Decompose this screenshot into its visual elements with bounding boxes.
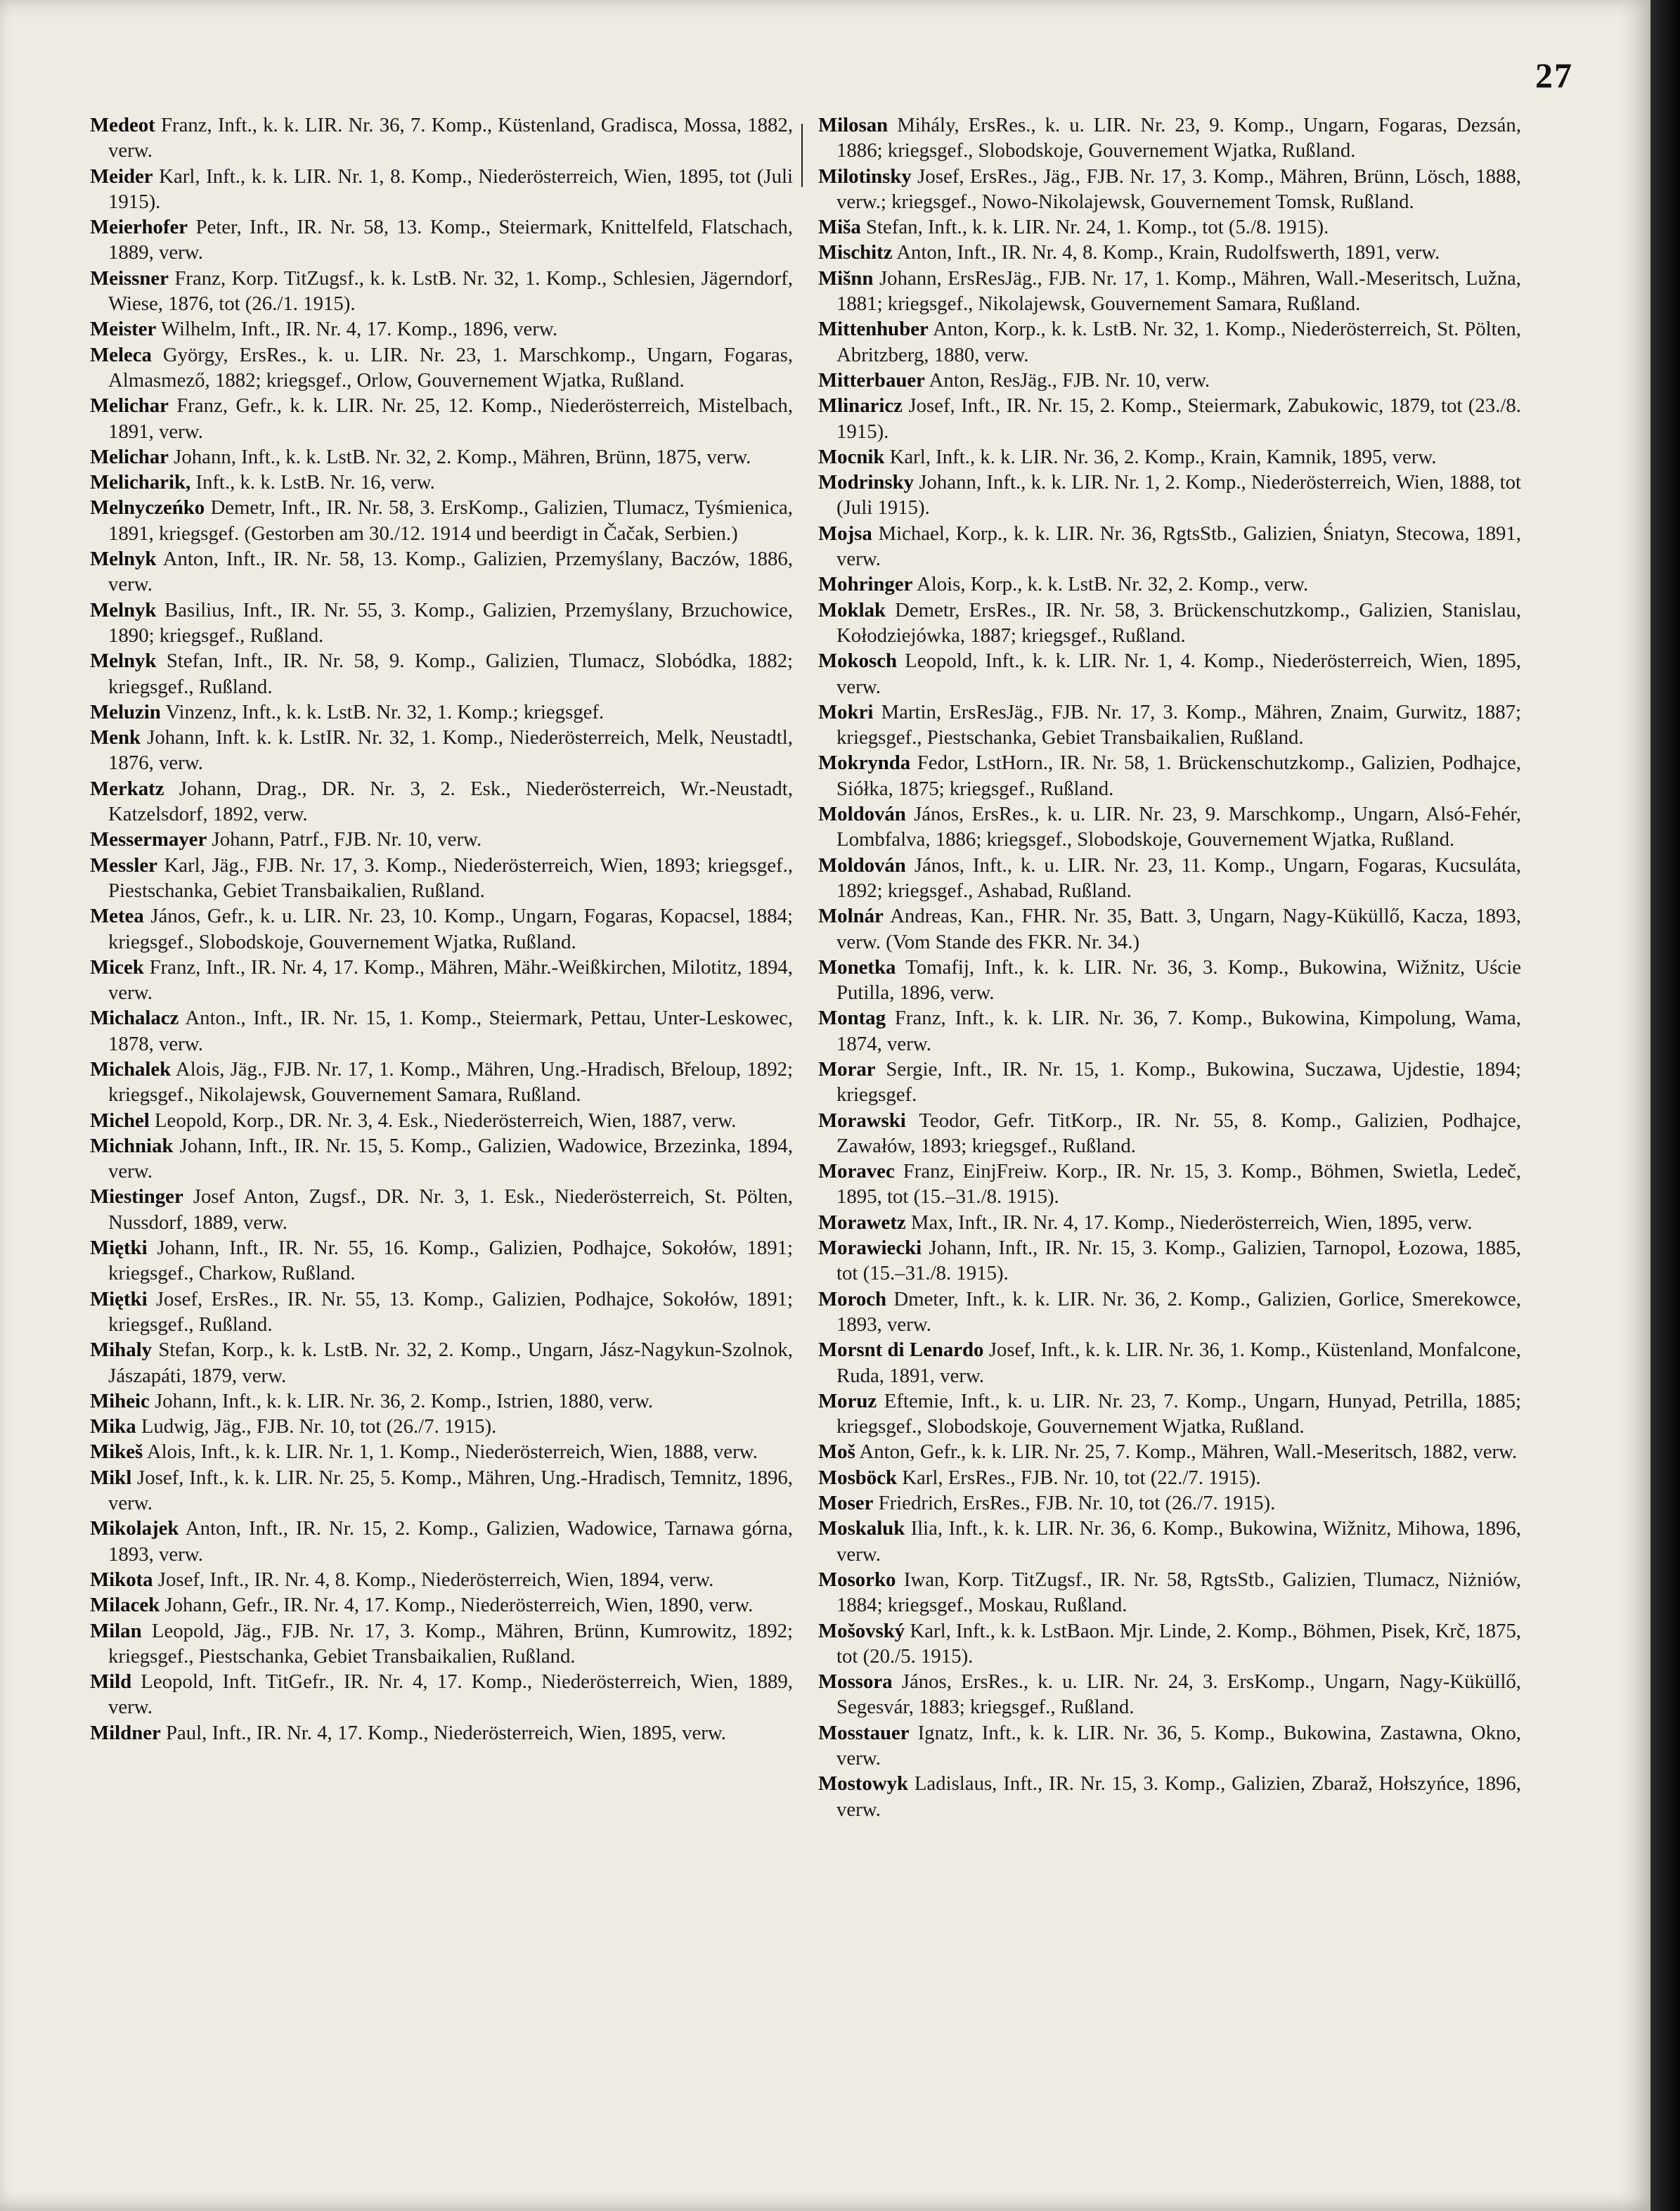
register-entry: [90, 266, 793, 317]
entry-details: Johann, Inft., IR. Nr. 55, 16. Komp., Galizien, Podhajce, Sokołów, 1891; kriegsgef., Charkow, Rußland.: [108, 1237, 793, 1285]
entry-surname: Mikolajek: [90, 1517, 179, 1540]
entry-details: Max, Inft., IR. Nr. 4, 17. Komp., Niederösterreich, Wien, 1895, verw.: [910, 1211, 1473, 1234]
entry-surname: Miheic: [90, 1389, 150, 1412]
entry-surname: Morawetz: [818, 1211, 906, 1234]
entry-details: Martin, ErsResJäg., FJB. Nr. 17, 3. Komp., Mähren, Znaim, Gurwitz, 1887; kriegsgef., Piestschanka, Gebiet Transbaikalien, Rußland.: [836, 700, 1521, 749]
register-entry: [818, 1516, 1521, 1567]
entry-surname: Morsnt di Lenardo: [818, 1339, 984, 1362]
register-entry: [90, 1108, 793, 1133]
entry-surname: Meierhofer: [90, 216, 188, 239]
entry-details: Paul, Inft., IR. Nr. 4, 17. Komp., Niederösterreich, Wien, 1895, verw.: [165, 1721, 726, 1744]
entry-surname: Melnyk: [90, 650, 157, 673]
register-entry: [818, 240, 1521, 265]
entry-details: Josef, ErsRes., IR. Nr. 55, 13. Komp., Galizien, Podhajce, Sokołów, 1891; kriegsgef., Rußland.: [108, 1287, 793, 1336]
entry-details: Johann, ErsResJäg., FJB. Nr. 17, 1. Komp., Mähren, Wall.-Meseritsch, Lužna, 1881; kriegsgef., Nikolajewsk, Gouvernement Samara, Rußland.: [836, 266, 1521, 316]
entry-surname: Melicharik,: [90, 471, 191, 494]
entry-surname: Mika: [90, 1415, 136, 1438]
entry-surname: Melichar: [90, 445, 169, 468]
entry-surname: Mitterbauer: [818, 368, 925, 392]
register-entry: [90, 827, 793, 852]
register-entry: [818, 1235, 1521, 1287]
register-entry: [90, 1184, 793, 1235]
entry-details: Tomafij, Inft., k. k. LIR. Nr. 36, 3. Komp., Bukowina, Wižnitz, Uście Putilla, 1896, verw.: [836, 955, 1521, 1005]
entry-details: Leopold, Jäg., FJB. Nr. 17, 3. Komp., Mähren, Brünn, Kumrowitz, 1892; kriegsgef., Piestschanka, Gebiet Transbaikalien, Rußland.: [108, 1619, 793, 1668]
entry-details: Friedrich, ErsRes., FJB. Nr. 10, tot (26./7. 1915).: [878, 1492, 1276, 1515]
entry-details: Johann, Inft., IR. Nr. 15, 5. Komp., Galizien, Wadowice, Brzezinka, 1894, verw.: [108, 1134, 793, 1183]
entry-details: Anton, Inft., IR. Nr. 15, 2. Komp., Galizien, Wadowice, Tarnawa górna, 1893, verw.: [108, 1517, 793, 1566]
entry-details: Josef, Inft., k. k. LIR. Nr. 36, 1. Komp., Küstenland, Monfalcone, Ruda, 1891, verw.: [836, 1339, 1521, 1387]
register-entry: [818, 214, 1521, 240]
register-entry: [90, 1005, 793, 1057]
entry-surname: Melichar: [90, 394, 169, 418]
entry-details: Demetr, ErsRes., IR. Nr. 58, 3. Brückenschutzkomp., Galizien, Stanislau, Kołodziejówka, 1887; kriegsgef., Rußland.: [836, 598, 1521, 647]
register-entry: [90, 444, 793, 470]
entry-details: Karl, Jäg., FJB. Nr. 17, 3. Komp., Niederösterreich, Wien, 1893; kriegsgef., Piestschanka, Gebiet Transbaikalien, Rußland.: [108, 853, 793, 902]
register-entry: [818, 801, 1521, 853]
entry-surname: Mohringer: [818, 573, 913, 596]
entry-surname: Meider: [90, 165, 153, 188]
entry-surname: Melnyczeńko: [90, 496, 205, 520]
entry-surname: Miestinger: [90, 1185, 183, 1208]
register-entry: [818, 1337, 1521, 1388]
register-entry: [90, 598, 793, 649]
entry-surname: Michniak: [90, 1134, 174, 1157]
register-entry: [818, 1005, 1521, 1057]
register-entry: [90, 112, 793, 164]
entry-details: Ilia, Inft., k. k. LIR. Nr. 36, 6. Komp., Bukowina, Wižnitz, Mihowa, 1896, verw.: [836, 1517, 1521, 1566]
register-entry: [818, 1490, 1521, 1516]
entry-details: Teodor, Gefr. TitKorp., IR. Nr. 55, 8. Komp., Galizien, Podhajce, Zawałów, 1893; kriegsgef., Rußland.: [836, 1109, 1521, 1157]
register-entry: [90, 1439, 793, 1464]
entry-details: Ludwig, Jäg., FJB. Nr. 10, tot (26./7. 1915).: [141, 1415, 497, 1438]
register-entry: [818, 112, 1521, 164]
register-entry: [818, 470, 1521, 521]
entry-surname: Monetka: [818, 955, 896, 979]
entry-surname: Medeot: [90, 114, 155, 136]
entry-surname: Mildner: [90, 1721, 161, 1744]
entry-surname: Molnár: [818, 905, 884, 928]
scan-edge-shadow: [1650, 0, 1680, 2211]
entry-details: Johann, Gefr., IR. Nr. 4, 17. Komp., Niederösterreich, Wien, 1890, verw.: [164, 1594, 754, 1617]
register-entry: [818, 1669, 1521, 1720]
entry-details: Stefan, Inft., k. k. LIR. Nr. 24, 1. Komp., tot (5./8. 1915).: [866, 216, 1329, 239]
entry-surname: Morar: [818, 1057, 876, 1081]
register-entry: [818, 1388, 1521, 1440]
register-entry: [90, 1388, 793, 1414]
register-entry: [90, 1592, 793, 1618]
entry-details: Basilius, Inft., IR. Nr. 55, 3. Komp., Galizien, Przemyślany, Brzuchowice, 1890; kriegsgef., Rußland.: [108, 598, 793, 647]
entry-surname: Milotinsky: [818, 165, 912, 188]
register-entry: [90, 342, 793, 394]
entry-details: János, ErsRes., k. u. LIR. Nr. 23, 9. Marschkomp., Ungarn, Alsó-Fehér, Lombfalva, 1886; kriegsgef., Slobodskoje, Gouvernement Wjatka, Rußland.: [836, 803, 1521, 851]
entry-surname: Moklak: [818, 598, 886, 621]
register-entry: [818, 444, 1521, 470]
register-entry: [90, 1133, 793, 1185]
entry-surname: Meissner: [90, 266, 169, 290]
register-entry: [90, 316, 793, 342]
register-entry: [818, 853, 1521, 904]
register-entry: [818, 955, 1521, 1006]
entry-surname: Mosorko: [818, 1568, 896, 1591]
entry-details: Karl, Inft., k. k. LIR. Nr. 1, 8. Komp., Niederösterreich, Wien, 1895, tot (Juli 1915).: [108, 165, 793, 213]
register-entry: [90, 955, 793, 1006]
entry-details: Johann, Inft. k. k. LstIR. Nr. 32, 1. Komp., Niederösterreich, Melk, Neustadtl, 1876, verw.: [108, 726, 793, 775]
entry-surname: Mikota: [90, 1568, 153, 1591]
register-entry: [818, 1567, 1521, 1618]
entry-details: Johann, Inft., IR. Nr. 15, 3. Komp., Galizien, Tarnopol, Łozowa, 1885, tot (15.–31./8. 1915).: [836, 1237, 1521, 1285]
entry-details: Johann, Inft., k. k. LstB. Nr. 32, 2. Komp., Mähren, Brünn, 1875, verw.: [174, 445, 751, 468]
entry-details: György, ErsRes., k. u. LIR. Nr. 23, 1. Marschkomp., Ungarn, Fogaras, Almasmező, 1882; kriegsgef., Orlow, Gouvernement Wjatka, Rußland.: [108, 343, 793, 392]
entry-details: Alois, Inft., k. k. LIR. Nr. 1, 1. Komp., Niederösterreich, Wien, 1888, verw.: [146, 1440, 758, 1464]
entry-surname: Merkatz: [90, 777, 164, 800]
entry-surname: Mlinaricz: [818, 394, 903, 418]
entry-details: Leopold, Inft., k. k. LIR. Nr. 1, 4. Komp., Niederösterreich, Wien, 1895, verw.: [836, 650, 1521, 698]
register-entry: [818, 598, 1521, 649]
entry-details: Johann, Inft., k. k. LIR. Nr. 36, 2. Komp., Istrien, 1880, verw.: [154, 1389, 654, 1412]
entry-surname: Moldován: [818, 803, 906, 826]
entry-surname: Moser: [818, 1492, 874, 1515]
entry-details: Stefan, Korp., k. k. LstB. Nr. 32, 2. Komp., Ungarn, Jász-Nagykun-Szolnok, Jászapáti, 1879, verw.: [108, 1339, 793, 1387]
register-entry: [818, 1618, 1521, 1670]
entry-surname: Moruz: [818, 1389, 877, 1412]
register-entry: [90, 1235, 793, 1287]
entry-surname: Michalek: [90, 1057, 172, 1081]
register-entry: [90, 164, 793, 215]
register-entry: [90, 1669, 793, 1720]
left-column: [90, 112, 793, 2186]
entry-surname: Miętki: [90, 1237, 148, 1260]
entry-surname: Messler: [90, 853, 157, 877]
entry-details: Dmeter, Inft., k. k. LIR. Nr. 36, 2. Komp., Galizien, Gorlice, Smerekowce, 1893, verw.: [836, 1287, 1521, 1336]
entry-details: Leopold, Inft. TitGefr., IR. Nr. 4, 17. Komp., Niederösterreich, Wien, 1889, verw.: [108, 1670, 793, 1719]
entry-details: János, ErsRes., k. u. LIR. Nr. 24, 3. ErsKomp., Ungarn, Nagy-Küküllő, Segesvár, 1883; kriegsgef., Rußland.: [836, 1670, 1521, 1719]
entry-surname: Moskaluk: [818, 1517, 905, 1540]
entry-details: Eftemie, Inft., k. u. LIR. Nr. 23, 7. Komp., Ungarn, Hunyad, Petrilla, 1885; kriegsgef., Slobodskoje, Gouvernement Wjatka, Rußland.: [836, 1389, 1521, 1438]
register-entry: [818, 521, 1521, 572]
register-entry: [818, 700, 1521, 751]
entry-surname: Milan: [90, 1619, 142, 1642]
entry-surname: Mošovský: [818, 1619, 905, 1642]
entry-details: Johann, Patrf., FJB. Nr. 10, verw.: [212, 828, 482, 851]
register-entry: [90, 1414, 793, 1439]
entry-details: Mihály, ErsRes., k. u. LIR. Nr. 23, 9. Komp., Ungarn, Fogaras, Dezsán, 1886; kriegsgef., Slobodskoje, Gouvernement Wjatka, Rußland.: [836, 114, 1521, 162]
entry-surname: Mokrynda: [818, 752, 911, 775]
entry-details: Anton., Inft., IR. Nr. 15, 1. Komp., Steiermark, Pettau, Unter-Leskowec, 1878, verw.: [108, 1007, 793, 1055]
register-entry: [90, 214, 793, 266]
register-entry: [818, 1720, 1521, 1772]
register-entry: [90, 700, 793, 725]
entry-surname: Miša: [818, 216, 861, 239]
entry-surname: Moldován: [818, 853, 906, 877]
register-entry: [90, 1567, 793, 1592]
entry-surname: Mischitz: [818, 241, 893, 264]
entry-details: Karl, ErsRes., FJB. Nr. 10, tot (22./7. 1915).: [902, 1466, 1261, 1489]
entry-surname: Melnyk: [90, 598, 157, 621]
entry-surname: Miętki: [90, 1287, 148, 1310]
register-entry: [818, 1108, 1521, 1159]
entry-details: Ladislaus, Inft., IR. Nr. 15, 3. Komp., Galizien, Zbaraž, Hołszyńce, 1896, verw.: [836, 1772, 1521, 1821]
entry-details: Vinzenz, Inft., k. k. LstB. Nr. 32, 1. Komp.; kriegsgef.: [165, 700, 605, 723]
entry-details: Josef Anton, Zugsf., DR. Nr. 3, 1. Esk., Niederösterreich, St. Pölten, Nussdorf, 1889, verw.: [108, 1185, 793, 1234]
entry-details: Franz, Inft., k. k. LIR. Nr. 36, 7. Komp., Bukowina, Kimpolung, Wama, 1874, verw.: [836, 1007, 1521, 1055]
register-entry: [90, 546, 793, 598]
entry-surname: Mittenhuber: [818, 318, 929, 341]
entry-details: Franz, Gefr., k. k. LIR. Nr. 25, 12. Komp., Niederösterreich, Mistelbach, 1891, verw.: [108, 394, 793, 443]
register-entry: [818, 368, 1521, 393]
entry-surname: Michel: [90, 1109, 150, 1132]
entry-surname: Messermayer: [90, 828, 207, 851]
entry-surname: Mikl: [90, 1466, 132, 1489]
register-entry: [818, 648, 1521, 700]
entry-details: Iwan, Korp. TitZugsf., IR. Nr. 58, RgtsStb., Galizien, Tlumacz, Niżniów, 1884; kriegsgef., Moskau, Rußland.: [836, 1568, 1521, 1617]
entry-details: Franz, Inft., k. k. LIR. Nr. 36, 7. Komp., Küstenland, Gradisca, Mossa, 1882, verw.: [108, 114, 793, 162]
entry-details: Josef, Inft., IR. Nr. 4, 8. Komp., Niederösterreich, Wien, 1894, verw.: [157, 1568, 714, 1591]
entry-details: Peter, Inft., IR. Nr. 58, 13. Komp., Steiermark, Knittelfeld, Flatschach, 1889, verw.: [108, 216, 793, 264]
entry-surname: Mokosch: [818, 650, 897, 673]
entry-details: Alois, Korp., k. k. LstB. Nr. 32, 2. Komp., verw.: [916, 573, 1309, 596]
entry-details: Leopold, Korp., DR. Nr. 3, 4. Esk., Niederösterreich, Wien, 1887, verw.: [154, 1109, 737, 1132]
register-entry: [818, 750, 1521, 801]
entry-surname: Milosan: [818, 114, 889, 136]
entry-surname: Mossora: [818, 1670, 893, 1694]
entry-surname: Micek: [90, 955, 144, 979]
register-entry: [818, 572, 1521, 597]
entry-surname: Michalacz: [90, 1007, 179, 1030]
register-entry: [818, 1287, 1521, 1338]
entry-surname: Menk: [90, 726, 141, 749]
entry-surname: Melnyk: [90, 548, 157, 571]
register-entry: [90, 903, 793, 955]
entry-surname: Morawski: [818, 1109, 906, 1132]
entry-surname: Mišnn: [818, 266, 874, 290]
entry-surname: Meister: [90, 318, 157, 341]
entry-surname: Mocnik: [818, 445, 885, 468]
register-entry: [818, 1057, 1521, 1108]
entry-details: Karl, Inft., k. k. LstBaon. Mjr. Linde, 2. Komp., Böhmen, Pisek, Krč, 1875, tot (20./5. 1915).: [836, 1619, 1521, 1668]
register-entry: [90, 1720, 793, 1746]
entry-surname: Moroch: [818, 1287, 887, 1310]
entry-details: Anton, ResJäg., FJB. Nr. 10, verw.: [929, 368, 1210, 392]
entry-details: Fedor, LstHorn., IR. Nr. 58, 1. Brückenschutzkomp., Galizien, Podhajce, Siółka, 1875; kriegsgef., Rußland.: [836, 752, 1521, 800]
register-entry: [90, 1618, 793, 1670]
entry-details: Alois, Jäg., FJB. Nr. 17, 1. Komp., Mähren, Ung.-Hradisch, Břeloup, 1892; kriegsgef., Nikolajewsk, Gouvernement Samara, Rußland.: [108, 1057, 793, 1107]
register-entry: [818, 393, 1521, 444]
entry-surname: Morawiecki: [818, 1237, 922, 1260]
register-entry: [90, 495, 793, 546]
entry-surname: Mikeš: [90, 1440, 143, 1464]
entry-details: Johann, Inft., k. k. LIR. Nr. 1, 2. Komp., Niederösterreich, Wien, 1888, tot (Juli 1915).: [836, 471, 1521, 520]
register-entry: [818, 266, 1521, 317]
entry-surname: Montag: [818, 1007, 886, 1030]
page-number: 27: [1535, 56, 1573, 95]
entry-surname: Meleca: [90, 343, 152, 366]
entry-details: Josef, ErsRes., Jäg., FJB. Nr. 17, 3. Komp., Mähren, Brünn, Lösch, 1888, verw.; kriegsgef., Nowo-Nikolajewsk, Gouvernement Tomsk, Rußland.: [836, 165, 1521, 213]
entry-details: Ignatz, Inft., k. k. LIR. Nr. 36, 5. Komp., Bukowina, Zastawna, Okno, verw.: [836, 1721, 1521, 1770]
entry-surname: Mostowyk: [818, 1772, 908, 1796]
entry-surname: Moravec: [818, 1160, 895, 1183]
register-entry: [818, 903, 1521, 955]
register-entry: [90, 776, 793, 827]
entry-details: Michael, Korp., k. k. LIR. Nr. 36, RgtsStb., Galizien, Śniatyn, Stecowa, 1891, verw.: [836, 522, 1521, 571]
entry-details: Stefan, Inft., IR. Nr. 58, 9. Komp., Galizien, Tlumacz, Slobódka, 1882; kriegsgef., Rußland.: [108, 650, 793, 698]
entry-surname: Mosstauer: [818, 1721, 910, 1744]
entry-surname: Mosböck: [818, 1466, 897, 1489]
register-entry: [90, 1287, 793, 1338]
register-entry: [90, 1465, 793, 1516]
entry-surname: Milacek: [90, 1594, 160, 1617]
entry-surname: Mild: [90, 1670, 132, 1694]
register-entry: [90, 1516, 793, 1567]
register-entry: [818, 1159, 1521, 1210]
register-entry: [818, 1210, 1521, 1235]
column-divider-rule: [801, 124, 803, 187]
entry-surname: Moš: [818, 1440, 855, 1464]
entry-details: Anton, Inft., IR. Nr. 4, 8. Komp., Krain, Rudolfswerth, 1891, verw.: [896, 241, 1440, 264]
entry-details: Anton, Inft., IR. Nr. 58, 13. Komp., Galizien, Przemyślany, Baczów, 1886, verw.: [108, 548, 793, 596]
register-entry: [818, 1771, 1521, 1822]
register-entry: [90, 470, 793, 495]
entry-details: János, Inft., k. u. LIR. Nr. 23, 11. Komp., Ungarn, Fogaras, Kucsuláta, 1892; kriegsgef., Ashabad, Rußland.: [836, 853, 1521, 902]
entry-details: Anton, Gefr., k. k. LIR. Nr. 25, 7. Komp., Mähren, Wall.-Meseritsch, 1882, verw.: [859, 1440, 1518, 1464]
right-column: [818, 112, 1521, 2186]
entry-details: Josef, Inft., k. k. LIR. Nr. 25, 5. Komp., Mähren, Ung.-Hradisch, Temnitz, 1896, verw.: [108, 1466, 793, 1515]
register-entry: [90, 725, 793, 776]
entry-details: Karl, Inft., k. k. LIR. Nr. 36, 2. Komp., Krain, Kamnik, 1895, verw.: [889, 445, 1437, 468]
register-entry: [818, 164, 1521, 215]
entry-details: Johann, Drag., DR. Nr. 3, 2. Esk., Niederösterreich, Wr.-Neustadt, Katzelsdorf, 1892, verw.: [108, 777, 793, 826]
entry-details: Franz, Inft., IR. Nr. 4, 17. Komp., Mähren, Mähr.-Weißkirchen, Milotitz, 1894, verw.: [108, 955, 793, 1005]
entry-details: Demetr, Inft., IR. Nr. 58, 3. ErsKomp., Galizien, Tlumacz, Tyśmienica, 1891, kriegsgef. (Gestorben am 30./12. 1914 und beerdigt in Čačak, Serbien.): [108, 496, 793, 545]
entry-details: Wilhelm, Inft., IR. Nr. 4, 17. Komp., 1896, verw.: [161, 318, 558, 341]
entry-details: Inft., k. k. LstB. Nr. 16, verw.: [195, 471, 435, 494]
entry-surname: Metea: [90, 905, 144, 928]
register-entry: [90, 853, 793, 904]
entry-details: János, Gefr., k. u. LIR. Nr. 23, 10. Komp., Ungarn, Fogaras, Kopacsel, 1884; kriegsgef., Slobodskoje, Gouvernement Wjatka, Rußland.: [108, 905, 793, 953]
entry-details: Franz, Korp. TitZugsf., k. k. LstB. Nr. 32, 1. Komp., Schlesien, Jägerndorf, Wiese, 1876, tot (26./1. 1915).: [108, 266, 793, 316]
register-entry: [90, 648, 793, 700]
register-entry: [818, 1439, 1521, 1464]
entry-surname: Modrinsky: [818, 471, 915, 494]
register-entry: [818, 316, 1521, 368]
entry-surname: Mihaly: [90, 1339, 152, 1362]
register-entry: [90, 393, 793, 444]
entry-surname: Meluzin: [90, 700, 161, 723]
register-entry: [90, 1337, 793, 1388]
entry-details: Sergie, Inft., IR. Nr. 15, 1. Komp., Bukowina, Suczawa, Ujdestie, 1894; kriegsgef.: [836, 1057, 1521, 1107]
entry-details: Anton, Korp., k. k. LstB. Nr. 32, 1. Komp., Niederösterreich, St. Pölten, Abritzberg, 1880, verw.: [836, 318, 1521, 366]
register-entry: [90, 1057, 793, 1108]
entry-details: Andreas, Kan., FHR. Nr. 35, Batt. 3, Ungarn, Nagy-Küküllő, Kacza, 1893, verw. (Vom Stande des FKR. Nr. 34.): [836, 905, 1521, 953]
entry-details: Franz, EinjFreiw. Korp., IR. Nr. 15, 3. Komp., Böhmen, Swietla, Ledeč, 1895, tot (15.–31./8. 1915).: [836, 1160, 1521, 1208]
entry-surname: Mokri: [818, 700, 874, 723]
entry-details: Josef, Inft., IR. Nr. 15, 2. Komp., Steiermark, Zabukowic, 1879, tot (23./8. 1915).: [836, 394, 1521, 443]
register-entry: [818, 1465, 1521, 1490]
entry-surname: Mojsa: [818, 522, 872, 545]
